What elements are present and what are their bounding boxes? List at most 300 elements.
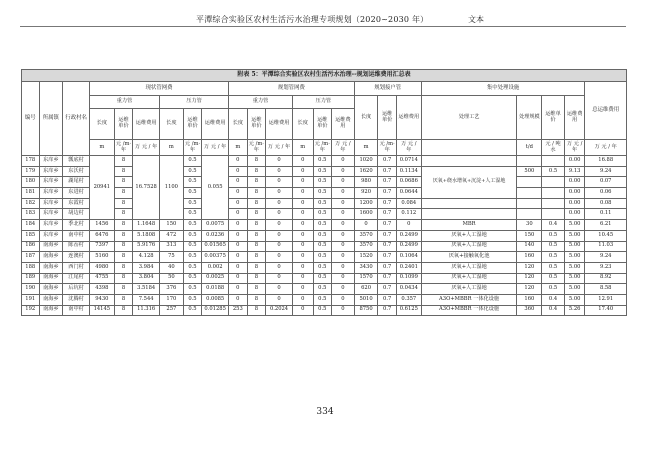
cell-total: 17.40 — [585, 305, 627, 316]
cell-village: 江尾村 — [63, 273, 90, 284]
unit-price-unit: 元 /m·年 — [247, 140, 266, 156]
cell-household-cost: 0.1099 — [396, 273, 421, 284]
cell-planned-pressure-cost: 0 — [332, 284, 355, 295]
cell-planned-pressure-length: 0 — [292, 284, 313, 295]
cell-scale: 500 — [517, 166, 542, 177]
cell-gravity-unit-price: 8 — [114, 294, 133, 305]
cell-gravity-cost: 3.5184 — [133, 284, 160, 295]
header-length: 长度 — [229, 109, 248, 140]
cell-planned-gravity-unit-price: 8 — [247, 230, 266, 241]
cell-planned-pressure-length: 0 — [292, 262, 313, 273]
cell-planned-gravity-cost: 0 — [266, 166, 293, 177]
cell-planned-gravity-length: 0 — [229, 166, 248, 177]
cell-index: 186 — [22, 241, 40, 252]
cell-planned-pressure-cost: 0 — [332, 156, 355, 167]
header-unit-price: 运维单价 — [313, 109, 332, 140]
unit-cost-unit: 万 元 / 年 — [585, 140, 627, 156]
cell-scale: 120 — [517, 262, 542, 273]
header-planned-network: 规划管网费 — [229, 82, 355, 96]
cell-total: 10.45 — [585, 230, 627, 241]
cell-central-unit-price: 0.4 — [542, 294, 565, 305]
cell-planned-pressure-cost: 0 — [332, 230, 355, 241]
cell-gravity-unit-price: 8 — [114, 284, 133, 295]
cell-planned-gravity-cost: 0 — [266, 241, 293, 252]
header-unit-price: 运维单价 — [378, 96, 397, 140]
cell-planned-gravity-cost: 0 — [266, 273, 293, 284]
cell-scale: 360 — [517, 305, 542, 316]
unit-cost-unit: 万 元 / 年 — [332, 140, 355, 156]
cell-household-length: 0 — [354, 220, 378, 231]
unit-process-blank — [421, 140, 517, 156]
cell-planned-pressure-cost: 0 — [332, 166, 355, 177]
cell-town: 南海乡 — [39, 305, 63, 316]
table-row — [22, 156, 627, 167]
cell-household-length: 3430 — [354, 262, 378, 273]
cell-gravity-length: 4980 — [89, 262, 114, 273]
cell-process: 厌氧+绕水增氧+沉淀+人工湿地 — [421, 166, 517, 198]
cell-planned-pressure-unit-price: 0.5 — [313, 188, 332, 199]
cell-pressure-length: 40 — [160, 262, 184, 273]
cell-process: 厌氧+人工湿地 — [421, 241, 517, 252]
cell-central-cost: 5.00 — [564, 262, 585, 273]
cell-planned-gravity-cost: 0.2024 — [266, 305, 293, 316]
cell-central-unit-price: 0.5 — [542, 262, 565, 273]
table-row — [22, 230, 627, 241]
unit-td: t/d — [517, 140, 542, 156]
cell-planned-gravity-unit-price: 8 — [247, 262, 266, 273]
cell-gravity-unit-price: 8 — [114, 230, 133, 241]
cell-town: 南海乡 — [39, 241, 63, 252]
cell-total: 11.03 — [585, 241, 627, 252]
cell-process: A3O+MBBR 一体化设施 — [421, 294, 517, 305]
cell-index: 189 — [22, 273, 40, 284]
unit-price-unit: 元 /m·年 — [114, 140, 133, 156]
cell-pressure-length: 75 — [160, 252, 184, 263]
header-length: 长度 — [160, 109, 184, 140]
cell-village: 瓢底村 — [63, 156, 90, 167]
cell-town: 东庠乡 — [39, 166, 63, 177]
cell-household-cost: 0.084 — [396, 198, 421, 209]
cell-village: 南中村 — [63, 230, 90, 241]
cell-scale: 140 — [517, 241, 542, 252]
cell-central-unit-price — [542, 188, 565, 199]
cell-planned-pressure-length: 0 — [292, 252, 313, 263]
header-central-facility: 集中处理设施 — [421, 82, 585, 96]
unit-price-unit: 元 /m·年 — [183, 140, 202, 156]
cell-index: 192 — [22, 305, 40, 316]
cell-process: 厌氧+人工湿地 — [421, 230, 517, 241]
cell-planned-gravity-length: 0 — [229, 209, 248, 220]
cell-household-length: 1020 — [354, 156, 378, 167]
document-tag: 文本 — [468, 15, 484, 24]
cell-gravity-length: 9430 — [89, 294, 114, 305]
cell-pressure-unit-price: 0.5 — [183, 156, 202, 167]
cell-planned-gravity-length: 0 — [229, 262, 248, 273]
cell-household-length: 980 — [354, 177, 378, 188]
cell-town: 东庠乡 — [39, 230, 63, 241]
cell-household-length: 3570 — [354, 230, 378, 241]
cell-planned-pressure-unit-price: 0.5 — [313, 230, 332, 241]
document-title: 平潭综合实验区农村生活污水治理专项规划（2020~2030 年） — [196, 15, 429, 24]
cell-town: 南海乡 — [39, 273, 63, 284]
cell-planned-pressure-cost: 0 — [332, 241, 355, 252]
cell-planned-pressure-cost: 0 — [332, 177, 355, 188]
header-household-pipe: 规划接户管 — [354, 82, 421, 96]
cell-household-cost: 0 — [396, 220, 421, 231]
cell-scale: 150 — [517, 230, 542, 241]
regular-rows — [22, 220, 627, 316]
cell-planned-pressure-unit-price: 0.5 — [313, 209, 332, 220]
cell-process: 厌氧+人工湿地 — [421, 284, 517, 295]
cell-process — [421, 198, 517, 209]
unit-price-unit: 元 /m·年 — [378, 140, 397, 156]
cell-planned-gravity-unit-price: 8 — [247, 188, 266, 199]
header-om-cost: 运维费用 — [266, 109, 293, 140]
cell-gravity-cost: 3.984 — [133, 262, 160, 273]
cell-central-unit-price — [542, 156, 565, 167]
cell-planned-pressure-length: 0 — [292, 209, 313, 220]
cell-village: 东沃村 — [63, 166, 90, 177]
header-gravity: 重力管 — [89, 96, 159, 109]
cell-household-length: 1600 — [354, 209, 378, 220]
cell-household-cost: 0.1064 — [396, 252, 421, 263]
cell-gravity-unit-price: 8 — [114, 156, 133, 167]
cell-index: 182 — [22, 198, 40, 209]
header-village: 行政村名 — [63, 82, 90, 156]
cell-gravity-length: 4755 — [89, 273, 114, 284]
table-row — [22, 262, 627, 273]
cell-village: 东进村 — [63, 188, 90, 199]
header-pressure: 压力管 — [292, 96, 354, 109]
cell-index: 191 — [22, 294, 40, 305]
cell-process: 厌氧+人工湿地 — [421, 262, 517, 273]
cell-planned-pressure-cost: 0 — [332, 220, 355, 231]
cell-household-cost: 0.2401 — [396, 262, 421, 273]
cell-central-cost: 5.00 — [564, 241, 585, 252]
cell-planned-pressure-unit-price: 0.5 — [313, 284, 332, 295]
cell-planned-pressure-length: 0 — [292, 188, 313, 199]
cell-scale — [517, 198, 542, 209]
cell-planned-gravity-length: 0 — [229, 273, 248, 284]
cell-gravity-length: 7397 — [89, 241, 114, 252]
cell-scale: 120 — [517, 284, 542, 295]
unit-m: m — [292, 140, 313, 156]
cell-household-unit-price: 0.7 — [378, 188, 397, 199]
cell-pressure-cost: 0.0025 — [202, 273, 229, 284]
cell-gravity-cost: 7.544 — [133, 294, 160, 305]
cell-planned-gravity-unit-price: 8 — [247, 294, 266, 305]
cell-planned-gravity-unit-price: 8 — [247, 241, 266, 252]
cell-gravity-cost: 3.804 — [133, 273, 160, 284]
cell-gravity-cost: 11.316 — [133, 305, 160, 316]
cost-summary-table-container — [21, 69, 627, 316]
table-row — [22, 252, 627, 263]
cell-scale — [517, 209, 542, 220]
cell-household-length: 3570 — [354, 241, 378, 252]
cell-household-cost: 0.1134 — [396, 166, 421, 177]
unit-cost-unit: 万 元 / 年 — [202, 140, 229, 156]
cell-pressure-unit-price: 0.5 — [183, 198, 202, 209]
cell-gravity-cost: 5.1808 — [133, 230, 160, 241]
cell-scale — [517, 188, 542, 199]
cell-planned-pressure-cost: 0 — [332, 198, 355, 209]
cell-gravity-unit-price: 8 — [114, 177, 133, 188]
cell-merged-pressure-cost: 0.055 — [202, 156, 229, 220]
cell-planned-gravity-length: 0 — [229, 220, 248, 231]
cell-central-cost: 5.00 — [564, 252, 585, 263]
cell-pressure-cost: 0.01565 — [202, 241, 229, 252]
cell-central-cost: 9.13 — [564, 166, 585, 177]
cell-town: 南海乡 — [39, 284, 63, 295]
cell-total: 8.92 — [585, 273, 627, 284]
cell-pressure-cost: 0.0236 — [202, 230, 229, 241]
cell-planned-pressure-cost: 0 — [332, 262, 355, 273]
header-unit-price: 运维单价 — [114, 109, 133, 140]
cell-gravity-unit-price: 8 — [114, 188, 133, 199]
cell-total: 8.58 — [585, 284, 627, 295]
cell-household-length: 8750 — [354, 305, 378, 316]
cell-town: 东庠乡 — [39, 177, 63, 188]
cell-planned-gravity-unit-price: 8 — [247, 284, 266, 295]
cell-total: 16.88 — [585, 156, 627, 167]
cell-planned-gravity-length: 0 — [229, 284, 248, 295]
cell-central-unit-price: 0.5 — [542, 273, 565, 284]
cell-pressure-unit-price: 0.5 — [183, 284, 202, 295]
cell-pressure-cost: 0.0085 — [202, 294, 229, 305]
unit-cost-unit: 万 元 / 年 — [133, 140, 160, 156]
cell-planned-pressure-unit-price: 0.5 — [313, 305, 332, 316]
cell-planned-pressure-cost: 0 — [332, 209, 355, 220]
cell-gravity-unit-price: 8 — [114, 305, 133, 316]
cell-gravity-cost: 4.128 — [133, 252, 160, 263]
cell-pressure-unit-price: 0.5 — [183, 241, 202, 252]
cell-process — [421, 209, 517, 220]
cell-household-unit-price: 0.7 — [378, 166, 397, 177]
cell-central-unit-price: 0.4 — [542, 220, 565, 231]
cell-scale — [517, 156, 542, 167]
cell-central-unit-price: 0.5 — [542, 241, 565, 252]
cell-pressure-unit-price: 0.5 — [183, 305, 202, 316]
header-om-cost: 运维费用 — [202, 109, 229, 140]
cell-gravity-unit-price: 8 — [114, 273, 133, 284]
cell-planned-gravity-length: 0 — [229, 230, 248, 241]
cell-scale: 120 — [517, 273, 542, 284]
cell-pressure-length: 170 — [160, 294, 184, 305]
unit-cost-unit: 万 元 / 年 — [396, 140, 421, 156]
cell-process: A3O+MBBR 一体化设施 — [421, 305, 517, 316]
cell-household-length: 1200 — [354, 198, 378, 209]
cell-central-cost: 5.00 — [564, 230, 585, 241]
cell-household-unit-price: 0.7 — [378, 220, 397, 231]
cell-pressure-unit-price: 0.5 — [183, 262, 202, 273]
cell-pressure-cost: 0.01285 — [202, 305, 229, 316]
cell-process: MBR — [421, 220, 517, 231]
table-row — [22, 294, 627, 305]
header-scale: 处理规模 — [517, 96, 542, 140]
cell-planned-pressure-cost: 0 — [332, 188, 355, 199]
cell-town: 东庠乡 — [39, 156, 63, 167]
cell-planned-gravity-length: 0 — [229, 294, 248, 305]
cell-household-unit-price: 0.7 — [378, 198, 397, 209]
cell-gravity-length: 1456 — [89, 220, 114, 231]
cell-planned-pressure-unit-price: 0.5 — [313, 156, 332, 167]
cell-central-cost: 0.00 — [564, 188, 585, 199]
cell-planned-gravity-cost: 0 — [266, 230, 293, 241]
cell-planned-pressure-length: 0 — [292, 294, 313, 305]
cell-village: 湖尾村 — [63, 177, 90, 188]
cell-pressure-cost: 0.0188 — [202, 284, 229, 295]
cell-household-cost: 0.357 — [396, 294, 421, 305]
cell-planned-gravity-cost: 0 — [266, 262, 293, 273]
cell-planned-gravity-unit-price: 8 — [247, 198, 266, 209]
cell-gravity-length: 5160 — [89, 252, 114, 263]
cell-town: 东庠乡 — [39, 220, 63, 231]
cell-household-unit-price: 0.7 — [378, 252, 397, 263]
cell-total: 12.91 — [585, 294, 627, 305]
cell-planned-pressure-length: 0 — [292, 230, 313, 241]
cell-pressure-unit-price: 0.5 — [183, 294, 202, 305]
cell-merged-pressure-length: 1100 — [160, 156, 184, 220]
table-row — [22, 305, 627, 316]
cell-household-unit-price: 0.7 — [378, 209, 397, 220]
cell-pressure-unit-price: 0.5 — [183, 252, 202, 263]
header-process: 处理工艺 — [421, 96, 517, 140]
cell-planned-gravity-unit-price: 8 — [247, 166, 266, 177]
cell-index: 185 — [22, 230, 40, 241]
cell-gravity-unit-price: 8 — [114, 209, 133, 220]
cell-village: 陈岙村 — [63, 241, 90, 252]
unit-m: m — [354, 140, 378, 156]
cell-planned-gravity-cost: 0 — [266, 220, 293, 231]
cell-central-cost: 5.00 — [564, 284, 585, 295]
cell-pressure-length: 150 — [160, 220, 184, 231]
cell-planned-pressure-unit-price: 0.5 — [313, 252, 332, 263]
cell-merged-gravity-length: 20941 — [89, 156, 114, 220]
cell-planned-pressure-length: 0 — [292, 241, 313, 252]
cell-household-unit-price: 0.7 — [378, 177, 397, 188]
cell-planned-gravity-unit-price: 8 — [247, 305, 266, 316]
cell-planned-pressure-unit-price: 0.5 — [313, 262, 332, 273]
cell-central-cost: 0.00 — [564, 198, 585, 209]
cell-total: 6.21 — [585, 220, 627, 231]
table-row — [22, 273, 627, 284]
cell-household-cost: 0.112 — [396, 209, 421, 220]
cell-gravity-length: 14145 — [89, 305, 114, 316]
unit-m: m — [229, 140, 248, 156]
cell-planned-gravity-cost: 0 — [266, 177, 293, 188]
unit-m: m — [89, 140, 114, 156]
cell-pressure-length: 50 — [160, 273, 184, 284]
cell-central-unit-price: 0.5 — [542, 166, 565, 177]
cell-household-length: 620 — [354, 284, 378, 295]
cell-process — [421, 156, 517, 167]
cell-pressure-cost: 0.0075 — [202, 220, 229, 231]
cell-central-unit-price: 0.5 — [542, 230, 565, 241]
cell-pressure-unit-price: 0.5 — [183, 188, 202, 199]
cell-household-unit-price: 0.7 — [378, 241, 397, 252]
cell-process: 厌氧+人工湿地 — [421, 273, 517, 284]
cell-household-length: 1520 — [354, 252, 378, 263]
cell-central-unit-price — [542, 209, 565, 220]
header-unit-price: 运维单价 — [247, 109, 266, 140]
cell-household-cost: 0.0434 — [396, 284, 421, 295]
cell-planned-gravity-length: 0 — [229, 252, 248, 263]
cell-planned-pressure-unit-price: 0.5 — [313, 198, 332, 209]
cell-household-unit-price: 0.7 — [378, 230, 397, 241]
header-pressure: 压力管 — [160, 96, 229, 109]
cell-gravity-unit-price: 8 — [114, 198, 133, 209]
cell-household-unit-price: 0.7 — [378, 305, 397, 316]
cell-planned-pressure-cost: 0 — [332, 273, 355, 284]
cell-planned-pressure-unit-price: 0.5 — [313, 166, 332, 177]
cost-summary-table — [21, 69, 627, 316]
table-caption: 附表 5：平潭综合实验区农村生活污水治理--规划运维费用汇总表 — [22, 70, 627, 82]
cell-village: 后坑村 — [63, 284, 90, 295]
cell-town: 东庠乡 — [39, 188, 63, 199]
cell-index: 183 — [22, 209, 40, 220]
header-om-cost: 运维费用 — [396, 96, 421, 140]
header-gravity: 重力管 — [229, 96, 293, 109]
cell-planned-gravity-length: 0 — [229, 177, 248, 188]
cell-index: 179 — [22, 166, 40, 177]
cell-scale: 160 — [517, 252, 542, 263]
cell-pressure-unit-price: 0.5 — [183, 166, 202, 177]
cell-pressure-unit-price: 0.5 — [183, 177, 202, 188]
cell-central-cost: 5.26 — [564, 305, 585, 316]
header-om-cost: 运维费用 — [133, 109, 160, 140]
cell-planned-gravity-unit-price: 8 — [247, 209, 266, 220]
cell-merged-gravity-cost: 16.7528 — [133, 156, 160, 220]
cell-household-length: 1570 — [354, 273, 378, 284]
cell-pressure-length: 376 — [160, 284, 184, 295]
cell-village: 季北村 — [63, 220, 90, 231]
cell-planned-pressure-length: 0 — [292, 220, 313, 231]
cell-planned-pressure-length: 0 — [292, 156, 313, 167]
cell-planned-gravity-length: 0 — [229, 156, 248, 167]
cell-central-cost: 5.00 — [564, 294, 585, 305]
cell-household-unit-price: 0.7 — [378, 294, 397, 305]
cell-index: 180 — [22, 177, 40, 188]
unit-ton: 元 / 吨水 — [542, 140, 565, 156]
cell-total: 9.24 — [585, 166, 627, 177]
cell-village: 沈腾村 — [63, 294, 90, 305]
table-row — [22, 284, 627, 295]
cell-planned-pressure-unit-price: 0.5 — [313, 294, 332, 305]
cell-scale: 160 — [517, 294, 542, 305]
cell-pressure-unit-price: 0.5 — [183, 273, 202, 284]
cell-planned-pressure-length: 0 — [292, 166, 313, 177]
cell-household-unit-price: 0.7 — [378, 273, 397, 284]
cell-household-cost: 0.0644 — [396, 188, 421, 199]
cell-total: 0.07 — [585, 177, 627, 188]
cell-planned-pressure-cost: 0 — [332, 305, 355, 316]
cell-planned-gravity-unit-price: 8 — [247, 177, 266, 188]
header-rule — [20, 26, 626, 27]
cell-gravity-unit-price: 8 — [114, 220, 133, 231]
unit-cost-unit: 万 元 / 年 — [266, 140, 293, 156]
cell-pressure-unit-price: 0.5 — [183, 230, 202, 241]
page-number: 334 — [316, 407, 334, 417]
table-row — [22, 241, 627, 252]
cell-gravity-unit-price: 8 — [114, 262, 133, 273]
cell-gravity-length: 6476 — [89, 230, 114, 241]
cell-planned-gravity-unit-price: 8 — [247, 220, 266, 231]
unit-price-unit: 元 /m·年 — [313, 140, 332, 156]
cell-planned-gravity-cost: 0 — [266, 198, 293, 209]
cell-household-unit-price: 0.7 — [378, 284, 397, 295]
cell-index: 187 — [22, 252, 40, 263]
cell-index: 184 — [22, 220, 40, 231]
